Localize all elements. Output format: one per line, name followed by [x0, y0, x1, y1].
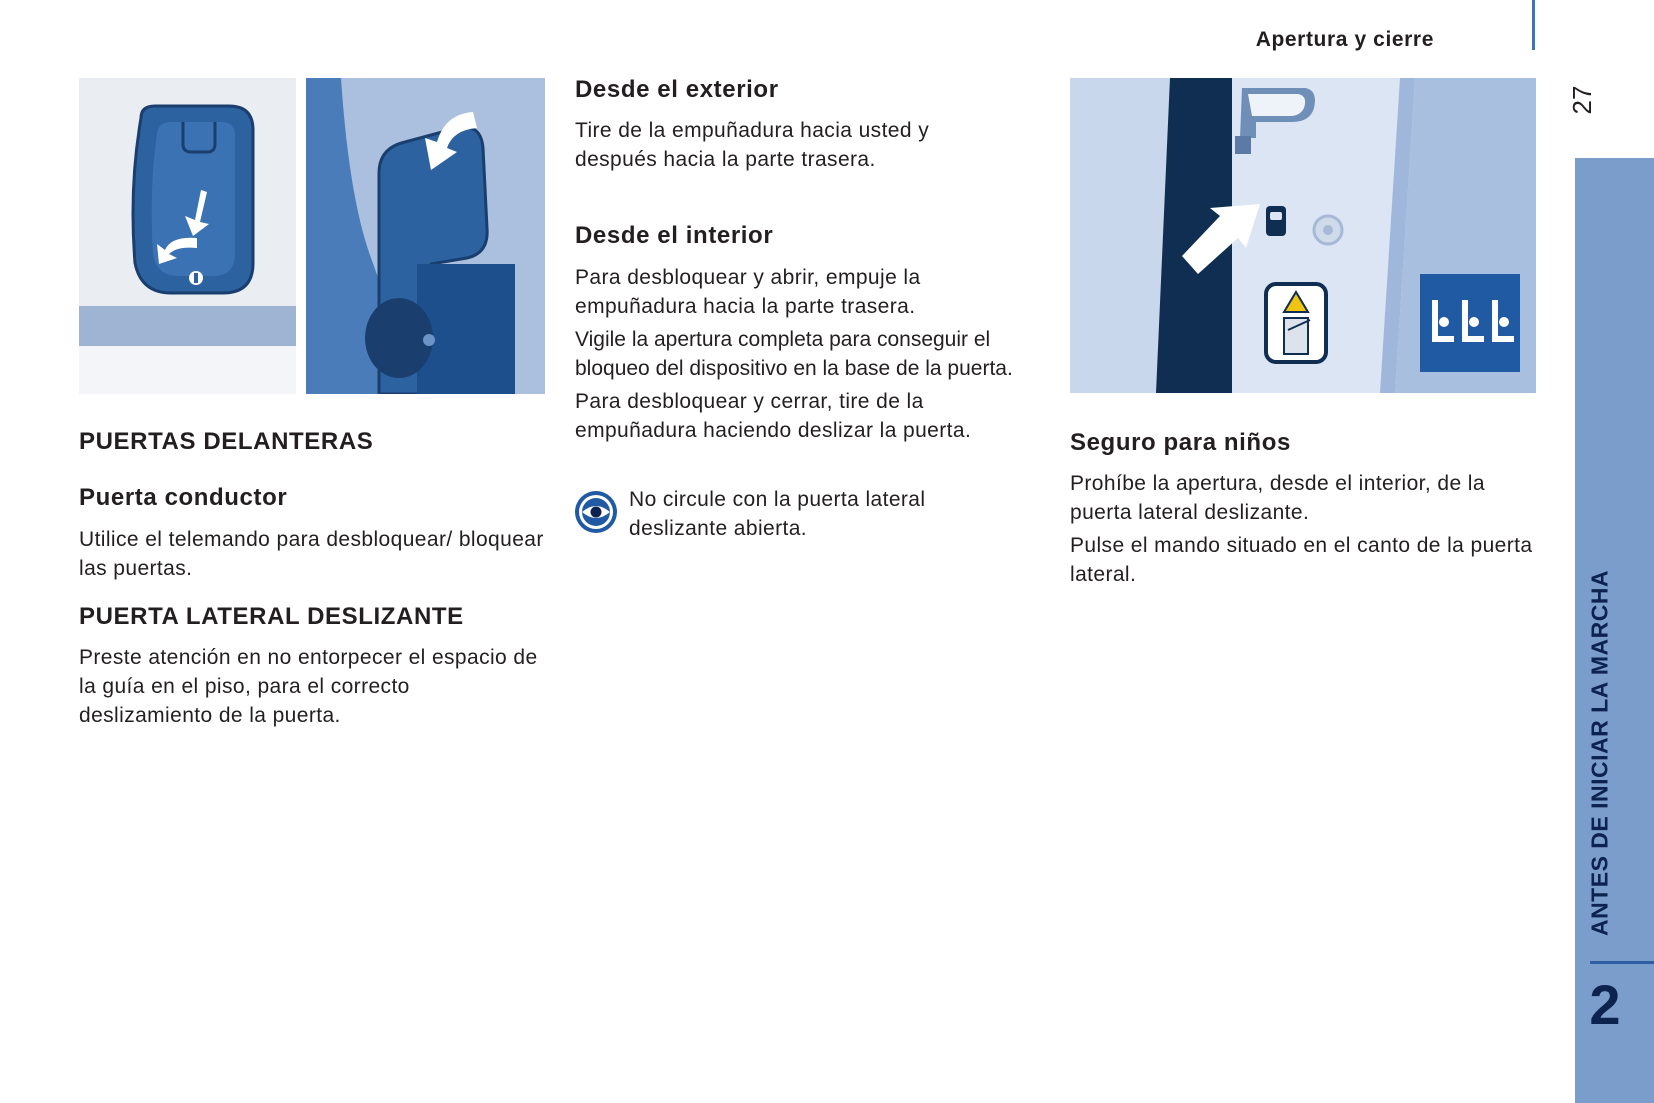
child-lock-heading: Seguro para niños — [1070, 429, 1291, 456]
page-number: 27 — [1567, 85, 1597, 115]
interior-text-unlock-close: Para desbloquear y cerrar, tire de la empuñadura haciendo deslizar la puerta. — [575, 390, 972, 442]
sliding-door-text: Preste atención en no entorpecer el espacio de la guía en el piso, para el correcto deslizamiento de la puerta. — [79, 646, 538, 727]
child-lock-text-prohibit: Prohíbe la apertura, desde el interior, de la puerta lateral deslizante. — [1070, 472, 1485, 524]
sliding-door-heading: PUERTA LATERAL DESLIZANTE — [79, 603, 464, 630]
interior-text-unlock-open: Para desbloquear y abrir, empuje la empuñadura hacia la parte trasera. — [575, 266, 921, 318]
interior-heading: Desde el interior — [575, 222, 774, 249]
front-door-handle-illustration — [79, 78, 545, 394]
chapter-title: ANTES DE INICIAR LA MARCHA — [1586, 569, 1613, 936]
driver-door-text: Utilice el telemando para desbloquear/ bloquear las puertas. — [79, 528, 544, 580]
chapter-title-container — [1570, 560, 1630, 945]
eye-warning-icon — [574, 490, 618, 534]
interior-text-full-opening: Vigile la apertura completa para conseguir el bloqueo del dispositivo en la base de la puerta. — [575, 328, 1013, 380]
section-title: Apertura y cierre — [1255, 28, 1434, 51]
header-accent-bar — [1532, 0, 1535, 50]
front-doors-heading: PUERTAS DELANTERAS — [79, 428, 374, 455]
child-lock-text-press: Pulse el mando situado en el canto de la puerta lateral. — [1070, 534, 1533, 586]
driver-door-heading: Puerta conductor — [79, 484, 288, 511]
exterior-text: Tire de la empuñadura hacia usted y después hacia la parte trasera. — [575, 119, 930, 171]
chapter-number: 2 — [1589, 973, 1621, 1036]
child-lock-illustration — [1070, 78, 1536, 393]
chapter-divider — [1590, 961, 1654, 964]
child-lock-drawing — [1070, 78, 1536, 393]
exterior-heading: Desde el exterior — [575, 76, 779, 103]
door-handle-drawing — [79, 78, 545, 394]
warning-text: No circule con la puerta lateral deslizante abierta. — [629, 488, 926, 540]
